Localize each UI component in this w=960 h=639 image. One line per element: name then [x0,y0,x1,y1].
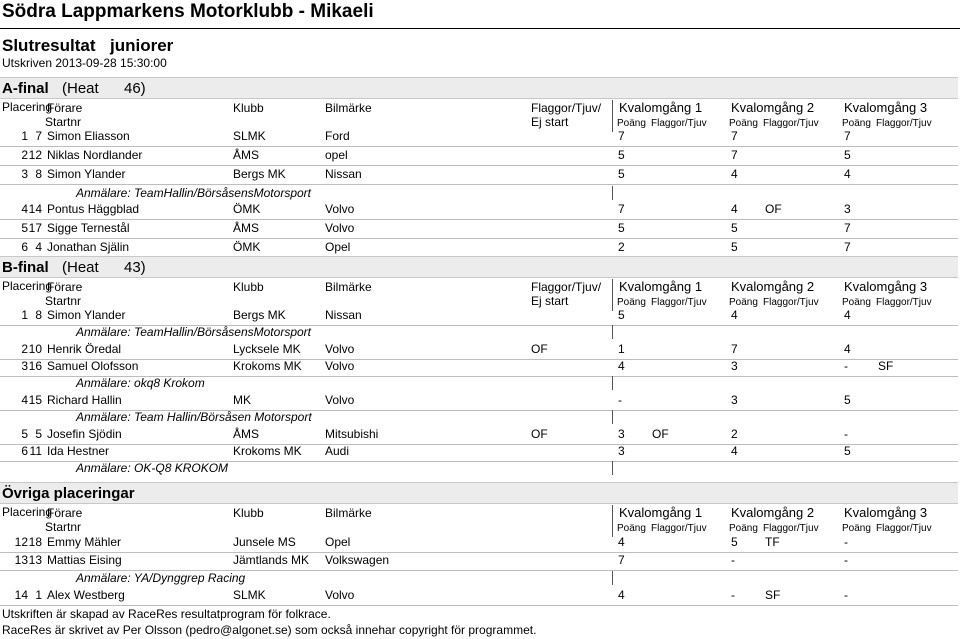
driver-cell: Alex Westberg [47,588,125,602]
column-divider [612,461,613,475]
kval3-points-cell: 4 [844,167,851,181]
kval1-points-cell: 1 [618,342,625,356]
startnr-cell: 16 [28,359,42,373]
startnr-header: Startnr [45,115,82,129]
flaggor-tjuv-header: Flaggor/Tjuv [763,523,819,534]
kval2-points-cell: 7 [731,148,738,162]
driver-cell: Jonathan Själin [47,240,130,254]
kval2-points-cell: 3 [731,393,738,407]
startnr-cell: 15 [28,393,42,407]
anmalare-note: Anmälare: okq8 Krokom [76,376,205,390]
title-divider [0,28,960,29]
table-row [0,129,960,145]
flaggor-tjuv-header: Flaggor/Tjuv [876,297,932,308]
class-name: juniorer [110,36,174,55]
startnr-cell: 7 [35,129,42,143]
anmalare-note: Anmälare: Team Hallin/Börsåsen Motorsport [76,410,312,424]
printed-timestamp: Utskriven 2013-09-28 15:30:00 [2,56,167,70]
flaggor-header: Flaggor/Tjuv/ [531,280,602,294]
kval3-header: Kvalomgång 3 [844,279,928,294]
forare-header: Förare [47,101,83,115]
poang-header: Poäng [729,523,758,534]
kval1-points-cell: - [618,393,622,407]
klubb-header: Klubb [233,280,264,294]
kval1-points-cell: 3 [618,444,625,458]
forare-header: Förare [47,506,83,520]
table-row [0,202,960,218]
club-cell: ÅMS [233,221,260,235]
ej-start-header: Ej start [531,294,569,308]
kval1-points-cell: 5 [618,221,625,235]
flaggor-tjuv-header: Flaggor/Tjuv [651,523,707,534]
kval2-points-cell: 4 [731,167,738,181]
section-b-final [0,256,958,278]
kval3-points-cell: 7 [844,129,851,143]
club-cell: SLMK [233,588,266,602]
table-row [0,148,960,164]
row-divider [0,605,958,606]
section-title: B-final [2,259,49,276]
table-row [0,240,960,256]
placering-cell: 2 [21,342,28,356]
flaggor-tjuv-header: Flaggor/Tjuv [876,523,932,534]
placering-cell: 6 [21,240,28,254]
poang-header: Poäng [729,297,758,308]
anmalare-note: Anmälare: OK-Q8 KROKOM [76,461,229,475]
kval2-points-cell: 4 [731,202,738,216]
flaggor-tjuv-header: Flaggor/Tjuv [876,118,932,129]
anmalare-note: Anmälare: TeamHallin/BörsåsensMotorsport [76,186,311,200]
driver-cell: Henrik Öredal [47,342,122,356]
page-title: Slutresultat [2,36,96,55]
kval2-flag-cell: TF [765,535,780,549]
kval3-points-cell: 4 [844,308,851,322]
kval2-flag-cell: SF [765,588,781,602]
table-row [0,359,960,375]
placering-cell: 13 [14,553,28,567]
kval2-points-cell: 4 [731,308,738,322]
kval2-points-cell: 5 [731,240,738,254]
car-cell: Nissan [325,308,362,322]
column-divider [612,279,613,311]
heat-label: (Heat [62,80,99,97]
poang-header: Poäng [617,523,646,534]
startnr-header: Startnr [45,520,82,534]
kval3-points-cell: 3 [844,202,851,216]
placering-cell: 5 [21,221,28,235]
kval3-flag-cell: SF [878,359,894,373]
bilmarke-header: Bilmärke [325,280,372,294]
club-cell: Jämtlands MK [233,553,310,567]
club-cell: ÖMK [233,202,261,216]
club-cell: ÅMS [233,427,260,441]
table-row [0,342,960,358]
placering-cell: 4 [21,393,28,407]
kval1-header: Kvalomgång 1 [619,279,703,294]
driver-cell: Josefin Sjödin [47,427,122,441]
row-divider [0,165,958,166]
row-divider [0,219,958,220]
startnr-cell: 18 [28,535,42,549]
heat-number: 46) [124,80,146,97]
kval3-points-cell: - [844,427,848,441]
flaggor-tjuv-header: Flaggor/Tjuv [763,118,819,129]
driver-cell: Emmy Mähler [47,535,122,549]
kval2-points-cell: 3 [731,359,738,373]
bilmarke-header: Bilmärke [325,506,372,520]
footer-line-2: RaceRes är skrivet av Per Olsson (pedro@algonet.se) som också innehar copyright för programmet. [2,623,537,637]
kval1-points-cell: 2 [618,240,625,254]
placering-header: Placering [2,279,53,293]
kval1-points-cell: 7 [618,553,625,567]
flaggor-tjuv-header: Flaggor/Tjuv [763,297,819,308]
car-cell: Mitsubishi [325,427,379,441]
car-cell: Opel [325,240,351,254]
startnr-cell: 12 [28,148,42,162]
column-divider [612,100,613,132]
kval3-points-cell: - [844,588,848,602]
car-cell: Volkswagen [325,553,390,567]
driver-cell: Niklas Nordlander [47,148,143,162]
column-divider [612,186,613,200]
placering-cell: 3 [21,359,28,373]
forare-header: Förare [47,280,83,294]
kval1-points-cell: 4 [618,535,625,549]
car-cell: Ford [325,129,350,143]
club-cell: ÅMS [233,148,260,162]
car-cell: Volvo [325,342,355,356]
kval1-header: Kvalomgång 1 [619,505,703,520]
anmalare-note: Anmälare: YA/Dynggrep Racing [76,571,246,585]
driver-cell: Simon Eliasson [47,129,130,143]
section-title: A-final [2,80,49,97]
club-cell: Lycksele MK [233,342,301,356]
driver-cell: Mattias Eising [47,553,122,567]
kval2-points-cell: - [731,553,735,567]
section-ovriga [0,482,958,504]
car-cell: Audi [325,444,350,458]
column-divider [612,410,613,424]
startnr-cell: 5 [35,427,42,441]
startnr-cell: 8 [35,308,42,322]
flag-cell: OF [531,342,548,356]
table-row [0,167,960,183]
club-cell: Krokoms MK [233,444,302,458]
table-row [0,444,960,460]
kval3-header: Kvalomgång 3 [844,505,928,520]
flaggor-tjuv-header: Flaggor/Tjuv [651,297,707,308]
club-cell: MK [233,393,251,407]
driver-cell: Simon Ylander [47,308,126,322]
placering-cell: 1 [21,129,28,143]
kval1-points-cell: 5 [618,167,625,181]
kval2-points-cell: 5 [731,221,738,235]
driver-cell: Samuel Olofsson [47,359,139,373]
kval3-points-cell: 4 [844,342,851,356]
kval2-points-cell: 7 [731,129,738,143]
car-cell: Opel [325,535,351,549]
startnr-cell: 14 [28,202,42,216]
kval1-points-cell: 7 [618,129,625,143]
driver-cell: Richard Hallin [47,393,122,407]
car-cell: opel [325,148,348,162]
startnr-cell: 8 [35,167,42,181]
kval2-points-cell: 4 [731,444,738,458]
kval1-points-cell: 3 [618,427,625,441]
placering-header: Placering [2,100,53,114]
section-title: Övriga placeringar [2,485,135,502]
driver-cell: Ida Hestner [47,444,110,458]
klubb-header: Klubb [233,101,264,115]
kval1-points-cell: 4 [618,359,625,373]
kval2-flag-cell: OF [765,202,782,216]
poang-header: Poäng [842,297,871,308]
club-cell: ÖMK [233,240,261,254]
poang-header: Poäng [729,118,758,129]
car-cell: Volvo [325,393,355,407]
poang-header: Poäng [842,118,871,129]
row-divider [0,238,958,239]
anmalare-note: Anmälare: TeamHallin/BörsåsensMotorsport [76,325,311,339]
club-cell: Junsele MS [233,535,296,549]
kval2-header: Kvalomgång 2 [731,100,815,115]
driver-cell: Simon Ylander [47,167,126,181]
kval2-header: Kvalomgång 2 [731,505,815,520]
table-row [0,427,960,443]
table-row [0,393,960,409]
kval1-points-cell: 4 [618,588,625,602]
placering-cell: 3 [21,167,28,181]
startnr-cell: 1 [35,588,42,602]
club-cell: Bergs MK [233,167,286,181]
club-cell: SLMK [233,129,266,143]
row-divider [0,146,958,147]
kval1-header: Kvalomgång 1 [619,100,703,115]
flag-cell: OF [531,427,548,441]
kval2-points-cell: 7 [731,342,738,356]
driver-cell: Pontus Häggblad [47,202,140,216]
kval2-points-cell: 5 [731,535,738,549]
table-row [0,221,960,237]
placering-cell: 2 [21,148,28,162]
kval3-points-cell: 7 [844,240,851,254]
kval3-header: Kvalomgång 3 [844,100,928,115]
kval3-points-cell: - [844,359,848,373]
startnr-cell: 13 [28,553,42,567]
startnr-cell: 11 [29,444,42,458]
kval1-flag-cell: OF [652,427,669,441]
row-divider [0,184,958,185]
kval3-points-cell: - [844,535,848,549]
placering-cell: 6 [21,444,28,458]
kval1-points-cell: 5 [618,308,625,322]
poang-header: Poäng [617,118,646,129]
club-cell: Bergs MK [233,308,286,322]
placering-header: Placering [2,505,53,519]
club-cell: Krokoms MK [233,359,302,373]
car-cell: Nissan [325,167,362,181]
poang-header: Poäng [842,523,871,534]
flaggor-header: Flaggor/Tjuv/ [531,101,602,115]
kval2-points-cell: 2 [731,427,738,441]
column-divider [612,325,613,339]
startnr-header: Startnr [45,294,82,308]
footer-line-1: Utskriften är skapad av RaceRes resultatprogram för folkrace. [2,607,331,621]
column-divider [612,376,613,390]
ej-start-header: Ej start [531,115,569,129]
heat-number: 43) [124,259,146,276]
kval3-points-cell: 5 [844,393,851,407]
kval3-points-cell: 5 [844,148,851,162]
kval3-points-cell: 5 [844,444,851,458]
column-divider [612,571,613,585]
club-title: Södra Lappmarkens Motorklubb - Mikaeli [2,1,374,22]
car-cell: Volvo [325,221,355,235]
heat-label: (Heat [62,259,99,276]
startnr-cell: 4 [35,240,42,254]
placering-cell: 5 [21,427,28,441]
car-cell: Volvo [325,202,355,216]
placering-cell: 1 [21,308,28,322]
table-row [0,553,960,569]
poang-header: Poäng [617,297,646,308]
startnr-cell: 17 [28,221,42,235]
flaggor-tjuv-header: Flaggor/Tjuv [651,118,707,129]
kval2-header: Kvalomgång 2 [731,279,815,294]
table-row [0,535,960,551]
section-a-final [0,77,958,99]
placering-cell: 14 [14,588,28,602]
car-cell: Volvo [325,588,355,602]
driver-cell: Sigge Ternestål [47,221,130,235]
column-divider [612,505,613,537]
kval1-points-cell: 5 [618,148,625,162]
bilmarke-header: Bilmärke [325,101,372,115]
kval3-points-cell: - [844,553,848,567]
startnr-cell: 10 [28,342,42,356]
placering-cell: 12 [14,535,28,549]
table-row [0,308,960,324]
klubb-header: Klubb [233,506,264,520]
kval1-points-cell: 7 [618,202,625,216]
kval3-points-cell: 7 [844,221,851,235]
kval2-points-cell: - [731,588,735,602]
car-cell: Volvo [325,359,355,373]
table-row [0,588,960,604]
placering-cell: 4 [21,202,28,216]
